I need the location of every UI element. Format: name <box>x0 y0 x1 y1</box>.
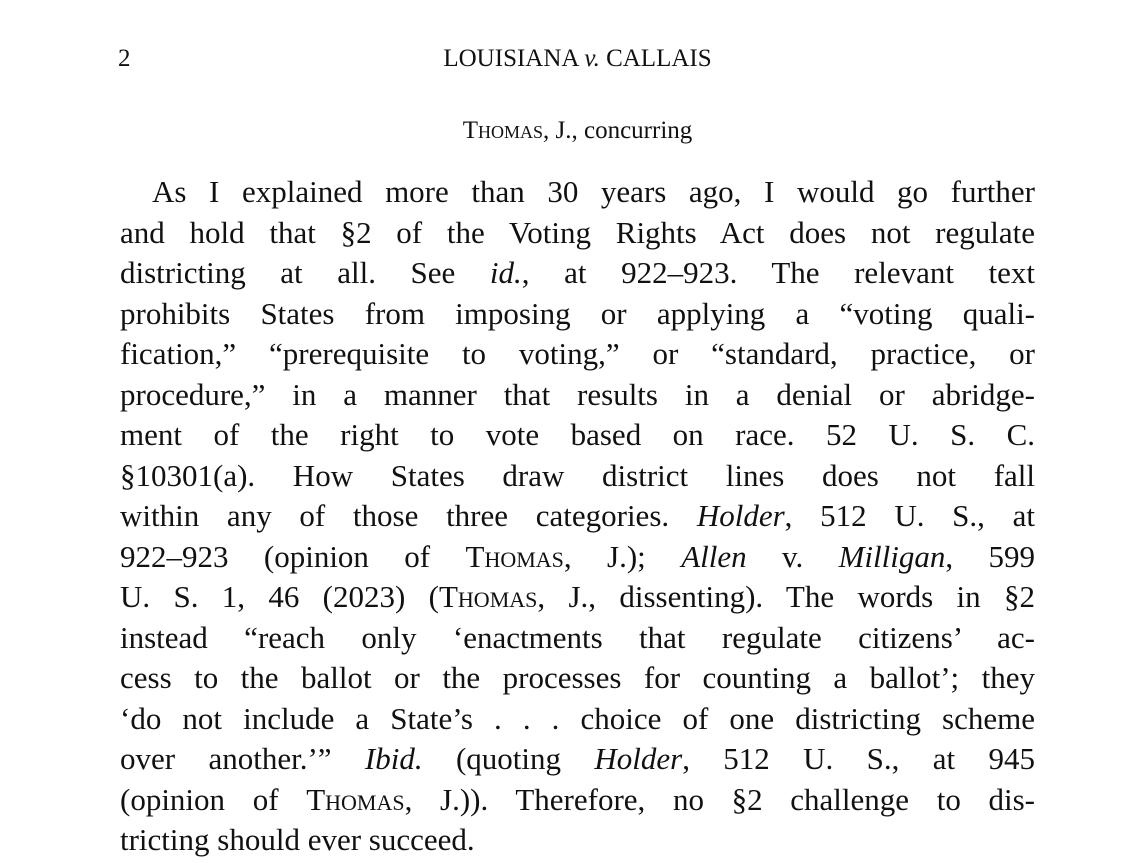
text-run: , J.); <box>563 538 682 574</box>
body-line <box>120 739 1035 780</box>
opinion-type: , J., concurring <box>543 117 693 144</box>
body-line: tricting should ever succeed. <box>120 822 475 857</box>
text-run: v. <box>746 538 839 574</box>
case-title-part1: LOUISIANA <box>443 45 585 72</box>
case-name-milligan: Milligan <box>838 538 946 574</box>
body-line: fication,” “prerequisite to voting,” or “standard, practice, or <box>120 336 1035 371</box>
text-run: districting at all. See <box>120 255 490 290</box>
text-run: over another.’” <box>120 741 365 776</box>
text-run: U. S. 1, 46 (2023) ( <box>120 579 439 614</box>
body-line <box>120 496 1035 537</box>
body-line: As I explained more than 30 years ago, I would go further <box>152 174 1035 209</box>
body-line: prohibits States from imposing or applying a “voting quali- <box>120 295 1035 331</box>
text-run: 922–923 (opinion of <box>120 538 466 574</box>
text-run: , J., dissenting). The words in §2 <box>537 579 1035 614</box>
opinion-label <box>0 116 1141 146</box>
body-line: ment of the right to vote based on race. 52 U. S. C. <box>120 417 1035 452</box>
text-run: , J.)). Therefore, no §2 challenge to dis- <box>404 781 1036 817</box>
body-line: instead “reach only ‘enactments that regulate citizens’ ac- <box>120 619 1035 655</box>
citation-ibid: Ibid. <box>364 741 423 776</box>
justice-name: Thomas <box>465 538 564 574</box>
text-run: (opinion of <box>120 781 307 817</box>
text-run: (quoting <box>422 741 595 776</box>
body-line: cess to the ballot or the processes for counting a ballot’; they <box>120 660 1035 695</box>
text-run: , 599 <box>945 538 1036 574</box>
body-line <box>120 537 1035 578</box>
body-line <box>120 253 1035 294</box>
case-name-holder: Holder <box>594 741 683 776</box>
body-line <box>120 780 1035 821</box>
body-line: procedure,” in a manner that results in a denial or abridge- <box>120 376 1035 412</box>
opinion-body-paragraph <box>120 172 1035 861</box>
opinion-author: Thomas <box>462 117 543 144</box>
body-line <box>120 577 1035 618</box>
text-run: , 512 U. S., at <box>784 498 1035 533</box>
citation-id: id. <box>489 255 522 290</box>
case-title-part2: CALLAIS <box>599 45 712 72</box>
body-line: and hold that §2 of the Voting Rights Act does not regulate <box>120 214 1035 250</box>
justice-name: Thomas <box>438 579 538 614</box>
body-line: ‘do not include a State’s . . . choice of one districting scheme <box>120 700 1035 736</box>
running-head <box>0 44 1141 74</box>
case-title-versus: v. <box>584 45 600 72</box>
case-name-holder: Holder <box>696 498 785 533</box>
page-number: 2 <box>118 45 131 72</box>
text-run: , at 922–923. The relevant text <box>521 255 1035 290</box>
case-name-allen: Allen <box>681 538 747 574</box>
justice-name: Thomas <box>306 781 405 817</box>
body-line: §10301(a). How States draw district lines does not fall <box>120 457 1035 493</box>
text-run: , 512 U. S., at 945 <box>682 741 1035 776</box>
text-run: within any of those three categories. <box>120 498 697 533</box>
